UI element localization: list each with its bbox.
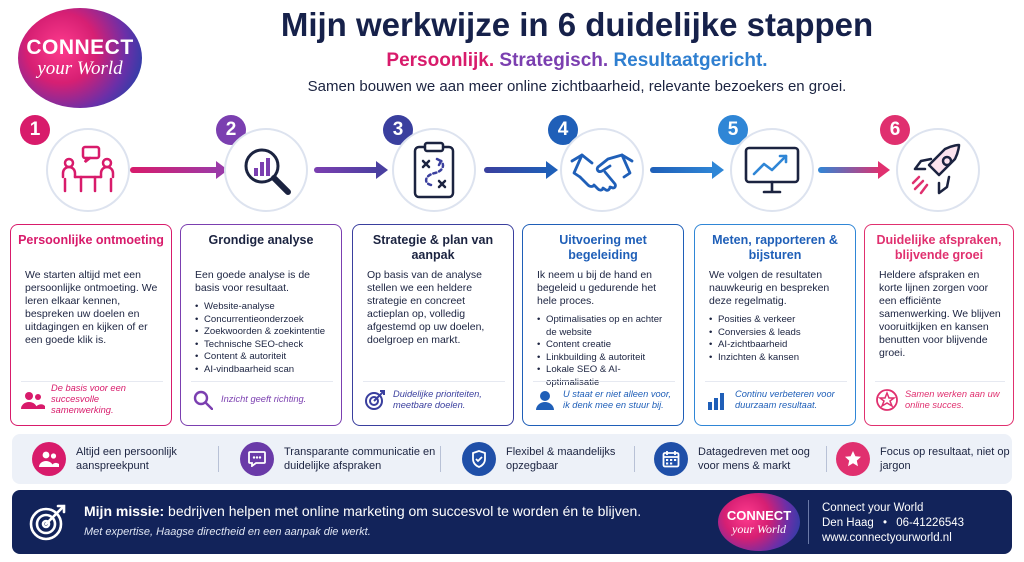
logo: [18, 8, 142, 108]
magnifier-chart-icon: [224, 128, 308, 212]
feature-flexible: [462, 440, 636, 478]
list-item: • Linkbuilding & autoriteit: [537, 352, 673, 365]
step-2-card: [180, 224, 342, 426]
list-item: • Technische SEO-check: [195, 339, 331, 352]
logo-line-1: CONNECT: [726, 507, 792, 523]
step-6-footer: [875, 381, 1005, 417]
list-item: • AI-vindbaarheid scan: [195, 364, 331, 377]
feature-personal-contact: [32, 440, 216, 478]
feature-label: Transparante communicatie en duidelijke afspraken: [284, 446, 436, 472]
arrow-2-3: [314, 167, 380, 173]
arrow-1-2: [130, 167, 220, 173]
step-4-intro: Ik neem u bij de hand en begeleid u gedurende het hele proces.: [537, 269, 657, 307]
feature-label: Datagedreven met oog voor mens & markt: [698, 446, 810, 472]
step-6-text: Heldere afspraken en korte lijnen zorgen voor een efficiënte samenwerking. We blijven vooruitkijken en kansen benutten voor blijvende groei.: [879, 269, 1001, 359]
location-phone: Den Haag • 06-41226543: [822, 517, 965, 529]
search-icon: [191, 390, 215, 410]
step-6-footer-text: Samen werken aan uw online succes.: [905, 388, 1000, 410]
mission-text: bedrijven helpen met online marketing om succesvol te worden én te blijven.: [168, 503, 642, 519]
feature-data-driven: [654, 440, 828, 478]
feature-label: Altijd een persoonlijk aanspreekpunt: [76, 446, 177, 472]
step-5-title: Meten, rapporteren & bijsturen: [712, 233, 838, 262]
feature-communication: [240, 440, 444, 478]
page-title: Mijn werkwijze in 6 duidelijke stappen: [280, 6, 874, 43]
list-item: • Concurrentieonderzoek: [195, 314, 331, 327]
step-4-number: 4: [548, 115, 578, 145]
step-2-text: [195, 269, 331, 376]
list-item: • Content creatie: [537, 339, 673, 352]
step-2-footer-text: Inzicht geeft richting.: [221, 394, 307, 404]
mission-statement: [84, 503, 641, 519]
step-2-intro: Een goede analyse is de basis voor resultaat.: [195, 269, 311, 294]
feature-label: Flexibel & maandelijks opzegbaar: [506, 446, 616, 472]
step-5-footer-text: Continu verbeteren voor duurzaam resultaat.: [735, 388, 835, 410]
list-item: • Posities & verkeer: [709, 314, 845, 327]
step-2-footer: [191, 381, 333, 417]
feature-divider: [218, 446, 219, 472]
step-4-title: Uitvoering met begeleiding: [559, 233, 647, 262]
company-name: Connect your World: [822, 502, 924, 514]
step-5-number: 5: [718, 115, 748, 145]
shield-check-icon: [462, 442, 496, 476]
step-6-number: 6: [880, 115, 910, 145]
step-3-card: [352, 224, 514, 426]
mission-label: Mijn missie:: [84, 503, 165, 519]
list-item: • AI-zichtbaarheid: [709, 339, 845, 352]
logo-line-2: your World: [37, 58, 123, 79]
clipboard-plan-icon: [392, 128, 476, 212]
step-2-title: Grondige analyse: [208, 233, 314, 247]
logo-line-2: your World: [732, 521, 786, 536]
chat-icon: [240, 442, 274, 476]
bar-chart-icon: [705, 390, 729, 410]
meeting-icon: [46, 128, 130, 212]
handshake-icon: [560, 128, 644, 212]
feature-divider: [826, 446, 827, 472]
feature-label: Focus op resultaat, niet op jargon: [880, 446, 1010, 472]
step-4-footer: [533, 381, 675, 417]
step-5-bullets: [709, 314, 845, 364]
subtitle-personal: Persoonlijk.: [386, 50, 495, 71]
person-icon: [533, 390, 557, 410]
list-item: • Website-analyse: [195, 301, 331, 314]
step-3-footer: [363, 381, 505, 417]
arrow-5-6: [818, 167, 882, 173]
list-item: • Inzichten & kansen: [709, 352, 845, 365]
step-2-number: 2: [216, 115, 246, 145]
arrow-4-5: [650, 167, 716, 173]
step-5-footer: [705, 381, 847, 417]
people-icon: [21, 391, 45, 409]
footer-divider: [808, 500, 809, 544]
star-icon: [875, 389, 899, 411]
feature-results-focus: [836, 440, 1010, 478]
step-6-title: Duidelijke afspraken, blijvende groei: [876, 233, 1002, 262]
mission-subline: Met expertise, Haagse directheid en een aanpak die werkt.: [84, 526, 371, 538]
contact-info: [822, 501, 964, 546]
step-4-footer-text: U staat er niet alleen voor, ik denk mee en stuur bij.: [563, 388, 672, 410]
rocket-icon: [896, 128, 980, 212]
list-item: • Lokale SEO & AI-optimalisatie: [537, 364, 673, 389]
step-1-card: [10, 224, 172, 426]
step-5-card: [694, 224, 856, 426]
phone-number: 06-41226543: [896, 517, 965, 529]
target-icon: [363, 389, 387, 411]
target-icon: [28, 502, 68, 542]
step-1-footer-text: De basis voor een succesvolle samenwerking.: [51, 383, 126, 415]
list-item: • Optimalisaties op en achter de website: [537, 314, 673, 339]
city: Den Haag: [822, 517, 874, 529]
step-3-text: Op basis van de analyse stellen we een heldere strategie en concreet actieplan op, volledig afgestemd op uw doelen, doelgroep en markt.: [367, 269, 485, 346]
feature-divider: [634, 446, 635, 472]
website-link[interactable]: www.connectyourworld.nl: [822, 532, 952, 544]
star-icon: [836, 442, 870, 476]
feature-divider: [440, 446, 441, 472]
arrow-3-4: [484, 167, 550, 173]
calendar-icon: [654, 442, 688, 476]
step-3-title: Strategie & plan van aanpak: [372, 233, 494, 262]
step-4-card: [522, 224, 684, 426]
step-3-number: 3: [383, 115, 413, 145]
list-item: • Zoekwoorden & zoekintentie: [195, 326, 331, 339]
subtitle-results: Resultaatgericht.: [613, 50, 768, 71]
footer-logo: [718, 493, 800, 551]
step-6-card: [864, 224, 1014, 426]
step-1-footer: [21, 381, 163, 417]
step-4-text: [537, 269, 673, 389]
list-item: • Conversies & leads: [709, 327, 845, 340]
step-2-bullets: [195, 301, 331, 376]
step-5-intro: We volgen de resultaten nauwkeurig en bespreken deze regelmatig.: [709, 269, 830, 307]
step-3-footer-text: Duidelijke prioriteiten, meetbare doelen.: [393, 388, 482, 410]
subtitle-strategic: Strategisch.: [499, 50, 609, 71]
tagline: Samen bouwen we aan meer online zichtbaarheid, relevante bezoekers en groei.: [307, 78, 847, 95]
logo-line-1: CONNECT: [26, 36, 134, 59]
list-item: • Content & autoriteit: [195, 351, 331, 364]
step-1-text: We starten altijd met een persoonlijke ontmoeting. We leren elkaar kennen, bespreken uw doelen en uitdagingen en kijken of er een goede klik is.: [25, 269, 158, 346]
step-4-bullets: [537, 314, 673, 389]
step-1-title: Persoonlijke ontmoeting: [18, 233, 164, 247]
monitor-chart-icon: [730, 128, 814, 212]
people-icon: [32, 442, 66, 476]
step-1-number: 1: [20, 115, 50, 145]
step-5-text: [709, 269, 845, 364]
subtitle: [150, 50, 1004, 72]
